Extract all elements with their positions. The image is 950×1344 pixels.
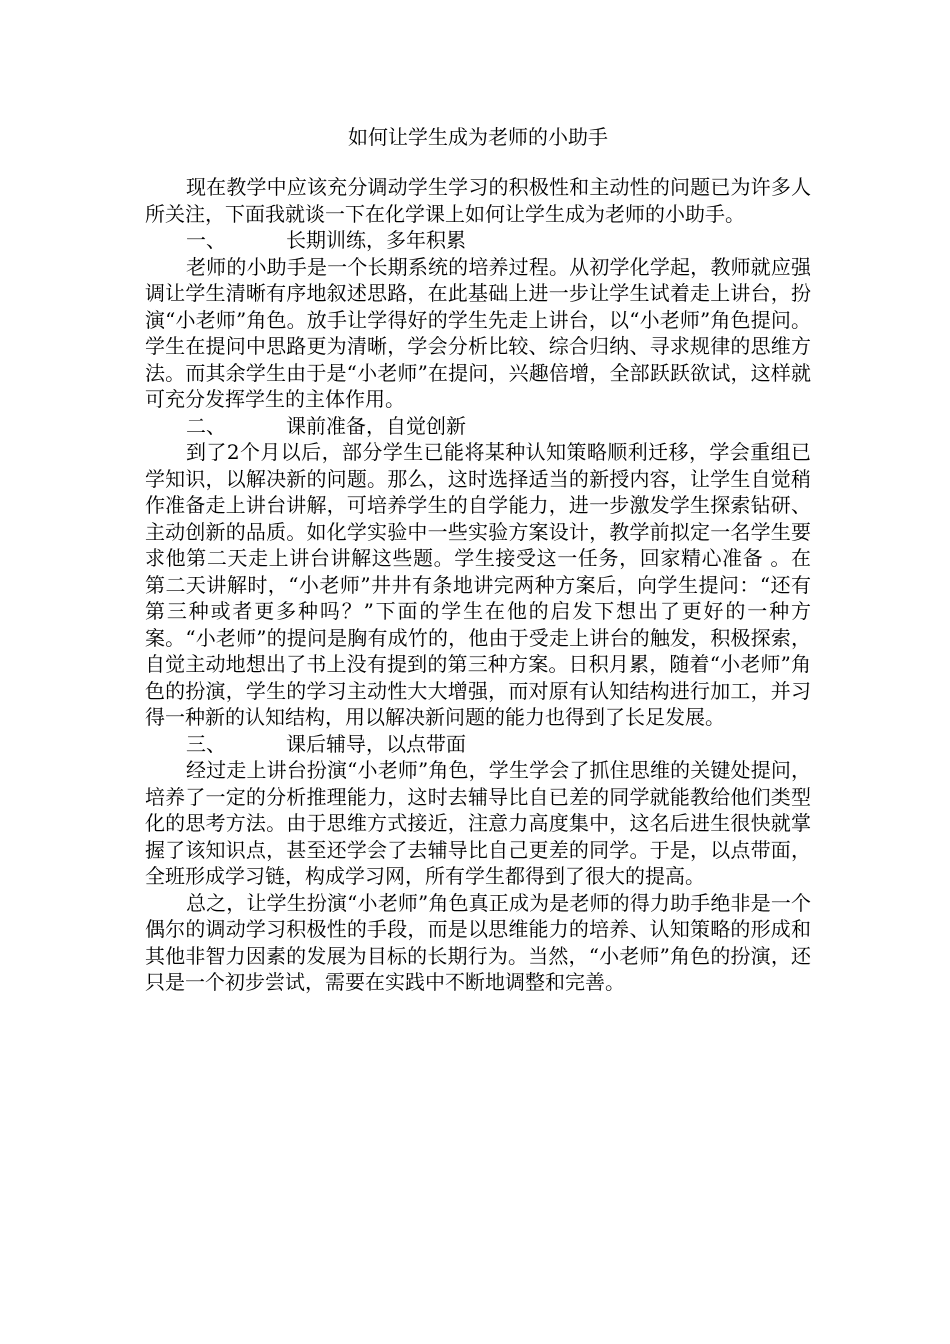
section-heading-3 bbox=[145, 731, 811, 758]
section-number-3: 三、 bbox=[186, 731, 226, 756]
section-body-2: 到了2个月以后，部分学生已能将某种认知策略顺利迁移，学会重组已学知识，以解决新的问题。那么，这时选择适当的新授内容，让学生自觉稍作准备走上讲台讲解，可培养学生的自学能力，进一步激发学生探索钻研、主动创新的品质。如化学实验中一些实验方案设计，教学前拟定一名学生要求他第二天走上讲台讲解这些题。学生接受这一任务，回家精心准备 。在第二天讲解时，“小老师”井井有条地讲完两种方案后，向学生提问：“还有第三种或者更多种吗？”下面的学生在他的启发下想出了更好的一种方案。“小老师”的提问是胸有成竹的，他由于受走上讲台的触发，积极探索，自觉主动地想出了书上没有提到的第三种方案。日积月累，随着“小老师”角色的扮演，学生的学习主动性大大增强，而对原有认知结构进行加工，并习得一种新的认知结构，用以解决新问题的能力也得到了长足发展。 bbox=[145, 440, 811, 729]
section-body-3: 经过走上讲台扮演“小老师”角色，学生学会了抓住思维的关键处提问，培养了一定的分析推理能力，这时去辅导比自已差的同学就能教给他们类型化的思考方法。由于思维方式接近，注意力高度集中，这名后进生很快就掌握了该知识点，甚至还学会了去辅导比自己更差的同学。于是，以点带面，全班形成学习链，构成学习网，所有学生都得到了很大的提高。 bbox=[145, 758, 811, 888]
section-body-1: 老师的小助手是一个长期系统的培养过程。从初学化学起，教师就应强调让学生清晰有序地叙述思路，在此基础上进一步让学生试着走上讲台，扮演“小老师”角色。放手让学得好的学生先走上讲台，以“小老师”角色提问。学生在提问中思路更为清晰，学会分析比较、综合归纳、寻求规律的思维方法。而其余学生由于是“小老师”在提问，兴趣倍增，全部跃跃欲试，这样就可充分发挥学生的主体作用。 bbox=[145, 254, 811, 411]
section-number-2: 二、 bbox=[186, 413, 226, 438]
conclusion-paragraph: 总之，让学生扮演“小老师”角色真正成为是老师的得力助手绝非是一个偶尔的调动学习积极性的手段，而是以思维能力的培养、认知策略的形成和其他非智力因素的发展为目标的长期行为。当然，“小老师”角色的扮演，还只是一个初步尝试，需要在实践中不断地调整和完善。 bbox=[145, 890, 811, 994]
intro-paragraph: 现在教学中应该充分调动学生学习的积极性和主动性的问题已为许多人所关注，下面我就谈一下在化学课上如何让学生成为老师的小助手。 bbox=[145, 175, 811, 226]
section-title-1: 长期训练，多年积累 bbox=[286, 228, 466, 252]
section-title-3: 课后辅导，以点带面 bbox=[286, 731, 466, 756]
document-body bbox=[145, 122, 811, 996]
section-heading-1 bbox=[145, 227, 811, 254]
section-heading-2 bbox=[145, 413, 811, 440]
section-title-2: 课前准备，自觉创新 bbox=[286, 413, 466, 438]
section-number-1: 一、 bbox=[186, 228, 226, 252]
document-title: 如何让学生成为老师的小助手 bbox=[348, 125, 608, 149]
